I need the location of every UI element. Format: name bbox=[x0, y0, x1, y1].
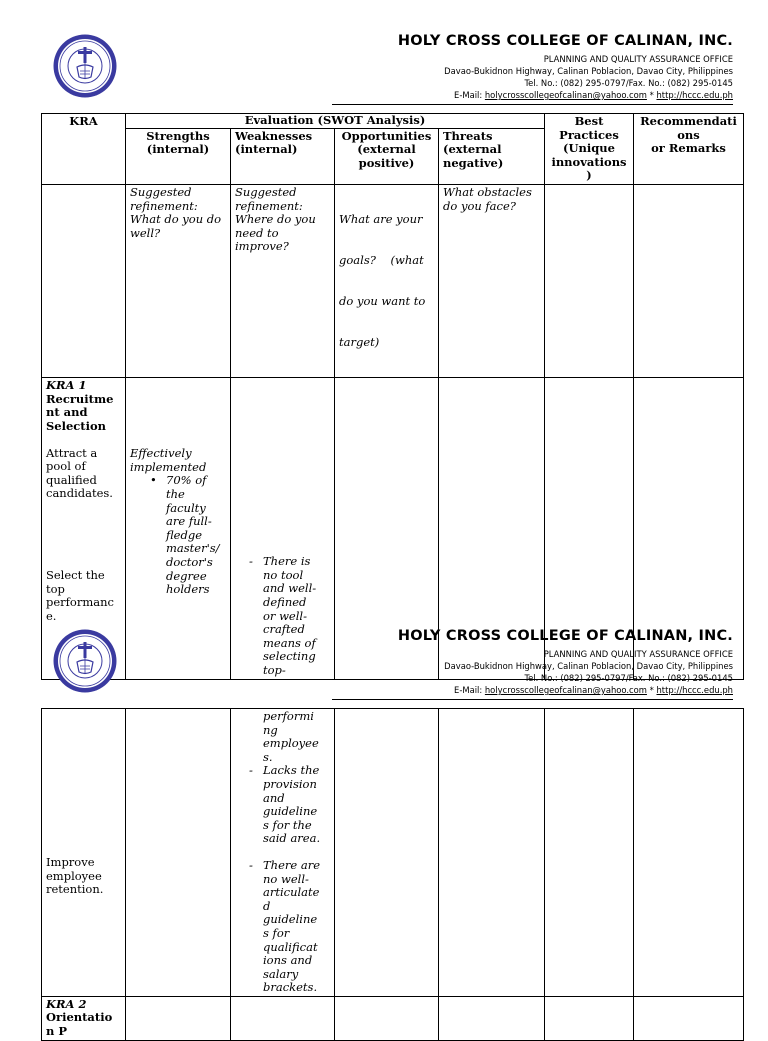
kra1-goal-retention: Improve bbox=[46, 855, 95, 869]
kra2-code: KRA 2 bbox=[46, 996, 87, 1011]
kra1-goal-select: Select the bbox=[46, 568, 105, 583]
suggested-weaknesses: Suggested refinement: Where do you need to improve? bbox=[231, 184, 335, 377]
weakness-item-1: - There is no tool and well- defined or well- crafted means of selecting top- bbox=[249, 555, 330, 677]
kra2-weaknesses bbox=[231, 996, 335, 1040]
kra1-code: KRA 1 bbox=[46, 378, 87, 393]
college-seal-icon bbox=[52, 33, 118, 99]
weaknesses-header: Weaknesses (internal) bbox=[231, 128, 335, 184]
kra1-cont-kra-cell: Improve employee retention. bbox=[42, 709, 126, 997]
office-name: PLANNING AND QUALITY ASSURANCE OFFICE bbox=[543, 54, 733, 64]
strengths-header: Strengths (internal) bbox=[126, 128, 231, 184]
suggested-opportunities: What are your goals? (what do you want to target) bbox=[335, 184, 439, 377]
kra1-cont-threats bbox=[439, 709, 545, 997]
header-rule bbox=[332, 104, 733, 105]
weakness-item-1-continued: performi ng employee s. bbox=[263, 709, 319, 764]
swot-table-page-1 bbox=[41, 113, 744, 680]
email-link[interactable]: holycrosscollegeofcalinan@yahoo.com bbox=[484, 685, 647, 695]
suggested-threats: What obstacles do you face? bbox=[439, 184, 545, 377]
kra1-cont-best-practices bbox=[545, 709, 634, 997]
suggested-recommendations bbox=[634, 184, 744, 377]
college-name: HOLY CROSS COLLEGE OF CALINAN, INC. bbox=[397, 628, 733, 644]
suggested-best-practices bbox=[545, 184, 634, 377]
email-label: E-Mail: bbox=[454, 685, 483, 695]
kra1-cell: KRA 1 Recruitme nt and Selection Attract a pool of qualified candidates. Select the top performanc e. bbox=[42, 378, 126, 679]
kra2-title: Orientatio bbox=[46, 1010, 113, 1025]
swot-table-page-2 bbox=[41, 708, 744, 1041]
opportunities-header: Opportunities (external positive) bbox=[335, 128, 439, 184]
kra2-row bbox=[42, 996, 744, 1040]
kra2-opportunities bbox=[335, 996, 439, 1040]
kra-header: KRA bbox=[42, 114, 126, 185]
email-label: E-Mail: bbox=[454, 90, 483, 100]
kra1-continued-row bbox=[42, 709, 744, 997]
office-name: PLANNING AND QUALITY ASSURANCE OFFICE bbox=[543, 649, 733, 659]
kra1-strengths: Effectively implemented • 70% of the faculty are full- fledge master's/ doctor's degree holders bbox=[126, 378, 231, 679]
kra1-goal-attract: Attract a bbox=[46, 445, 98, 460]
weakness-item-3: - There are no well- articulate d guideline s for qualificat ions and salary brackets. bbox=[249, 859, 330, 995]
suggested-strengths: Suggested refinement: What do you do well? bbox=[126, 184, 231, 377]
kra2-strengths bbox=[126, 996, 231, 1040]
suggested-kra-cell bbox=[42, 184, 126, 377]
phone-numbers: Tel. No.: (082) 295-0797/Fax. No.: (082) 295-0145 bbox=[524, 673, 733, 683]
threats-header: Threats (external negative) bbox=[439, 128, 545, 184]
weakness-item-2: - Lacks the provision and guideline s for the said area. bbox=[249, 764, 330, 846]
separator: * bbox=[649, 90, 654, 100]
kra2-recommendations bbox=[634, 996, 744, 1040]
kra2-best-practices bbox=[545, 996, 634, 1040]
address: Davao-Bukidnon Highway, Calinan Poblacion, Davao City, Philippines bbox=[444, 661, 733, 671]
best-practices-header: Best Practices (Unique innovations ) bbox=[545, 114, 634, 185]
website-link[interactable]: http://hccc.edu.ph bbox=[656, 90, 733, 100]
phone-numbers: Tel. No.: (082) 295-0797/Fax. No.: (082) 295-0145 bbox=[524, 78, 733, 88]
kra1-cont-strengths bbox=[126, 709, 231, 997]
contact-line bbox=[454, 685, 733, 695]
recommendations-header: Recommendati ons or Remarks bbox=[634, 114, 744, 185]
suggested-row bbox=[42, 184, 744, 377]
kra2-cell: KRA 2 Orientatio n P bbox=[42, 996, 126, 1040]
website-link[interactable]: http://hccc.edu.ph bbox=[656, 685, 733, 695]
kra1-cont-weaknesses bbox=[231, 709, 335, 997]
strength-bullet: • 70% of the faculty are full- fledge master's/ doctor's degree holders bbox=[130, 474, 226, 596]
contact-line bbox=[454, 90, 733, 100]
separator: * bbox=[649, 685, 654, 695]
kra2-threats bbox=[439, 996, 545, 1040]
strength-title: Effectively bbox=[130, 446, 192, 461]
address: Davao-Bukidnon Highway, Calinan Poblacion, Davao City, Philippines bbox=[444, 66, 733, 76]
evaluation-header: Evaluation (SWOT Analysis) bbox=[126, 114, 545, 129]
header-rule bbox=[332, 699, 733, 700]
email-link[interactable]: holycrosscollegeofcalinan@yahoo.com bbox=[484, 90, 647, 100]
college-name: HOLY CROSS COLLEGE OF CALINAN, INC. bbox=[397, 33, 733, 49]
kra1-cont-opportunities bbox=[335, 709, 439, 997]
kra1-cont-recommendations bbox=[634, 709, 744, 997]
kra1-title: Recruitme bbox=[46, 391, 114, 406]
college-seal-icon bbox=[52, 628, 118, 694]
